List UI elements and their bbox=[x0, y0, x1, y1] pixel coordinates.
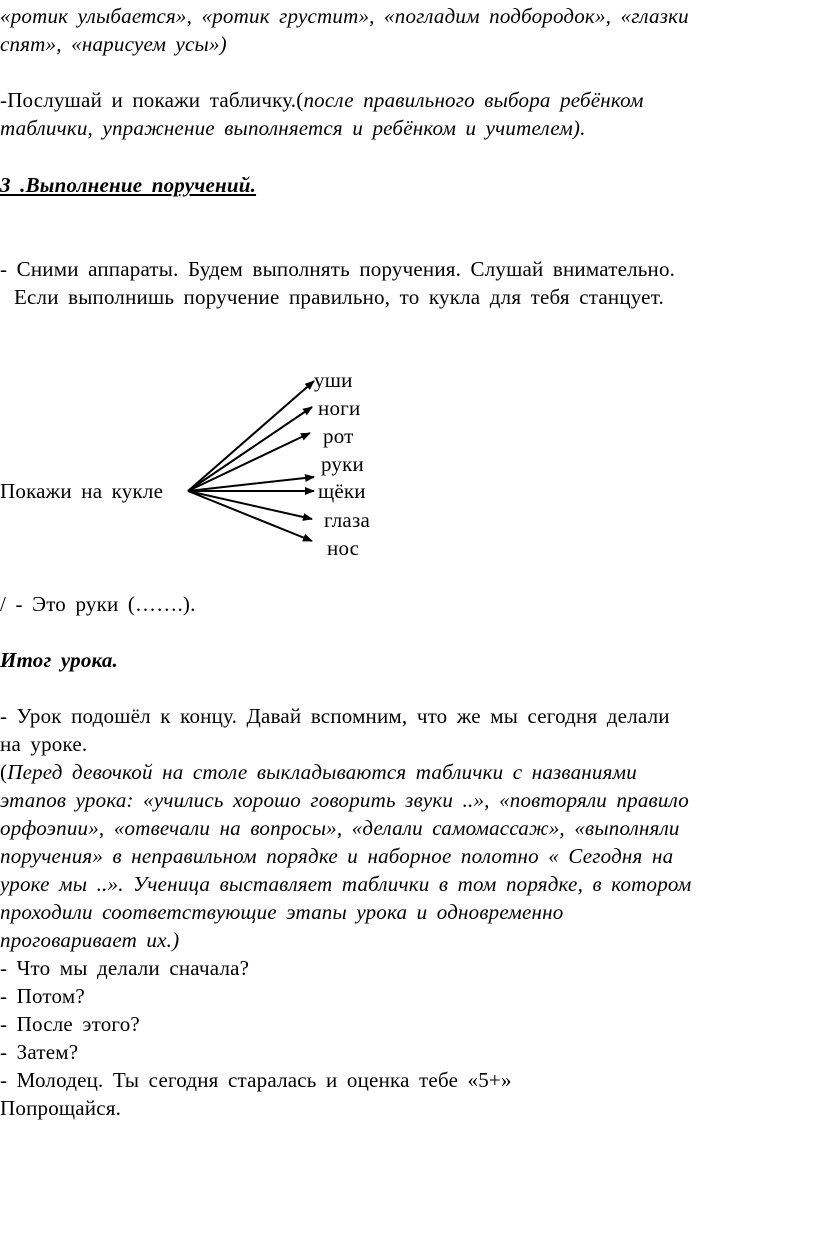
section-heading: 3 .Выполнение поручений. bbox=[0, 173, 257, 197]
arrow-to-eyes bbox=[188, 491, 312, 519]
description-open-paren: ( bbox=[0, 760, 8, 784]
question-line: - Потом? bbox=[0, 984, 85, 1008]
description-line-3: орфоэпии», «отвечали на вопросы», «делали самомассаж», «выполняли bbox=[0, 816, 680, 840]
arrow-to-ears bbox=[188, 381, 314, 491]
intro-line-2: спят», «нарисуем усы») bbox=[0, 32, 227, 56]
diagram-source-label: Покажи на кукле bbox=[0, 479, 164, 503]
listen-task-line-2: таблички, упражнение выполняется и ребёнком и учителем). bbox=[0, 116, 586, 140]
diagram-target-legs: ноги bbox=[318, 396, 361, 420]
description-line-6: проходили соответствующие этапы урока и одновременно bbox=[0, 900, 564, 924]
diagram-target-nose: нос bbox=[327, 536, 360, 560]
arrow-to-mouth bbox=[188, 433, 310, 491]
description-line-1 bbox=[0, 762, 637, 783]
goodbye-line: Попрощайся. bbox=[0, 1096, 122, 1120]
description-text: Перед девочкой на столе выкладываются таблички с названиями bbox=[7, 760, 637, 784]
instruction-line-2: Если выполнишь поручение правильно, то кукла для тебя станцует. bbox=[14, 285, 664, 309]
description-line-4: поручения» в неправильном порядке и наборное полотно « Сегодня на bbox=[0, 844, 674, 868]
diagram-target-mouth: рот bbox=[323, 424, 354, 448]
question-line: - Затем? bbox=[0, 1040, 79, 1064]
diagram-target-cheeks: щёки bbox=[318, 479, 366, 503]
listen-task-note: после правильного выбора ребёнком bbox=[303, 88, 644, 112]
summary-line-2: на уроке. bbox=[0, 732, 88, 756]
diagram-target-eyes: глаза bbox=[324, 508, 370, 532]
summary-heading: Итог урока. bbox=[0, 648, 119, 672]
question-line: - После этого? bbox=[0, 1012, 140, 1036]
intro-line-1: «ротик улыбается», «ротик грустит», «погладим подбородок», «глазки bbox=[0, 4, 689, 28]
summary-line-1: - Урок подошёл к концу. Давай вспомним, что же мы сегодня делали bbox=[0, 704, 670, 728]
diagram-target-ears: уши bbox=[314, 368, 353, 392]
instruction-line-1: - Сними аппараты. Будем выполнять поручения. Слушай внимательно. bbox=[0, 257, 676, 281]
listen-task-prefix: -Послушай и покажи табличку.( bbox=[0, 88, 304, 112]
description-line-7: проговаривает их.) bbox=[0, 928, 180, 952]
diagram-target-hands: руки bbox=[321, 452, 364, 476]
praise-line: - Молодец. Ты сегодня старалась и оценка тебе «5+» bbox=[0, 1068, 512, 1092]
description-line-2: этапов урока: «учились хорошо говорить звуки ..», «повторяли правило bbox=[0, 788, 689, 812]
arrow-to-nose bbox=[188, 491, 312, 541]
question-line: - Что мы делали сначала? bbox=[0, 956, 250, 980]
answer-line: / - Это руки (…….). bbox=[0, 592, 196, 616]
description-line-5: уроке мы ..». Ученица выставляет таблички в том порядке, в котором bbox=[0, 872, 692, 896]
